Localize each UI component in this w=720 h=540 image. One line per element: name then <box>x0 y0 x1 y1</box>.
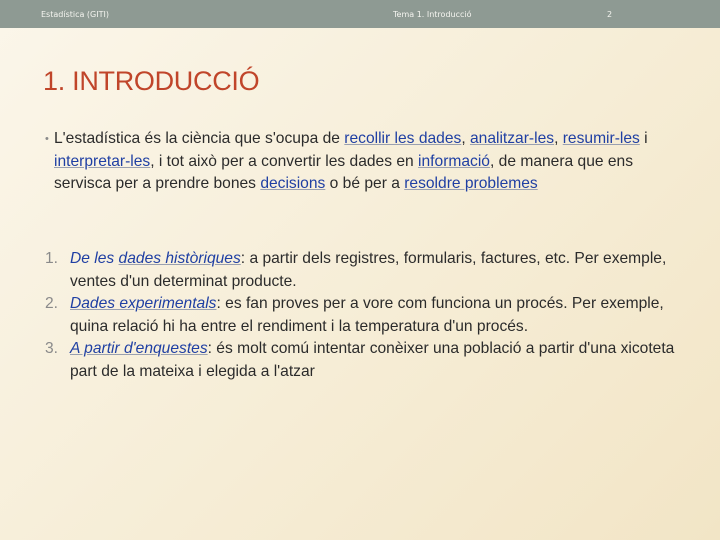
keyword-recollir: recollir les dades <box>344 130 462 147</box>
keyword-informacio: informació <box>418 152 490 170</box>
intro-text-7: o bé per a <box>325 175 405 192</box>
slide-title: 1. INTRODUCCIÓ <box>43 66 260 96</box>
intro-text-3: , <box>554 130 563 147</box>
intro-text-2: , <box>461 130 470 147</box>
item-text: : es fan proves per a vore com funciona un procés. Per exemple, quina relació hi ha entre el rendiment i la temperatura d'un procés. <box>70 295 664 335</box>
intro-paragraph <box>45 128 690 196</box>
keyword-resoldre: resoldre problemes <box>404 175 538 192</box>
list-number: 2. <box>45 295 59 312</box>
intro-text-4: i <box>639 130 648 147</box>
keyword-interpretar: interpretar-les <box>54 152 151 170</box>
keyword-decisions: decisions <box>260 175 326 192</box>
intro-text-1: L'estadística és la ciència que s'ocupa de <box>54 130 345 147</box>
intro-text-5: , i tot això per a convertir les dades en <box>150 152 419 170</box>
sources-list <box>45 248 690 383</box>
item-keyword: A partir d'enquestes <box>70 340 208 357</box>
intro-text <box>45 128 690 196</box>
course-label: Estadística (GITI) <box>41 10 109 19</box>
intro-text-6: , de manera que ens servisca per a prendre bones <box>54 152 634 192</box>
keyword-analitzar: analitzar-les <box>469 130 555 147</box>
list-item <box>45 338 690 383</box>
bullet-icon: • <box>45 133 49 145</box>
item-keyword: Dades experimentals <box>70 295 217 312</box>
item-text: : és molt comú intentar conèixer una població a partir d'una xicoteta part de la mateixa i elegida a l'atzar <box>70 340 675 380</box>
keyword-resumir: resumir-les <box>562 130 640 147</box>
item-prefix: De les <box>70 250 119 267</box>
list-number: 1. <box>45 250 59 267</box>
list-number: 3. <box>45 340 59 357</box>
list-item <box>45 293 690 338</box>
header-bar <box>0 0 720 28</box>
page-number: 2 <box>607 10 613 19</box>
list-item <box>45 248 690 293</box>
item-text: : a partir dels registres, formularis, factures, etc. Per exemple, ventes d'un determinat producte. <box>70 250 667 290</box>
item-keyword: dades històriques <box>118 250 241 267</box>
section-label: Tema 1. Introducció <box>393 10 472 19</box>
